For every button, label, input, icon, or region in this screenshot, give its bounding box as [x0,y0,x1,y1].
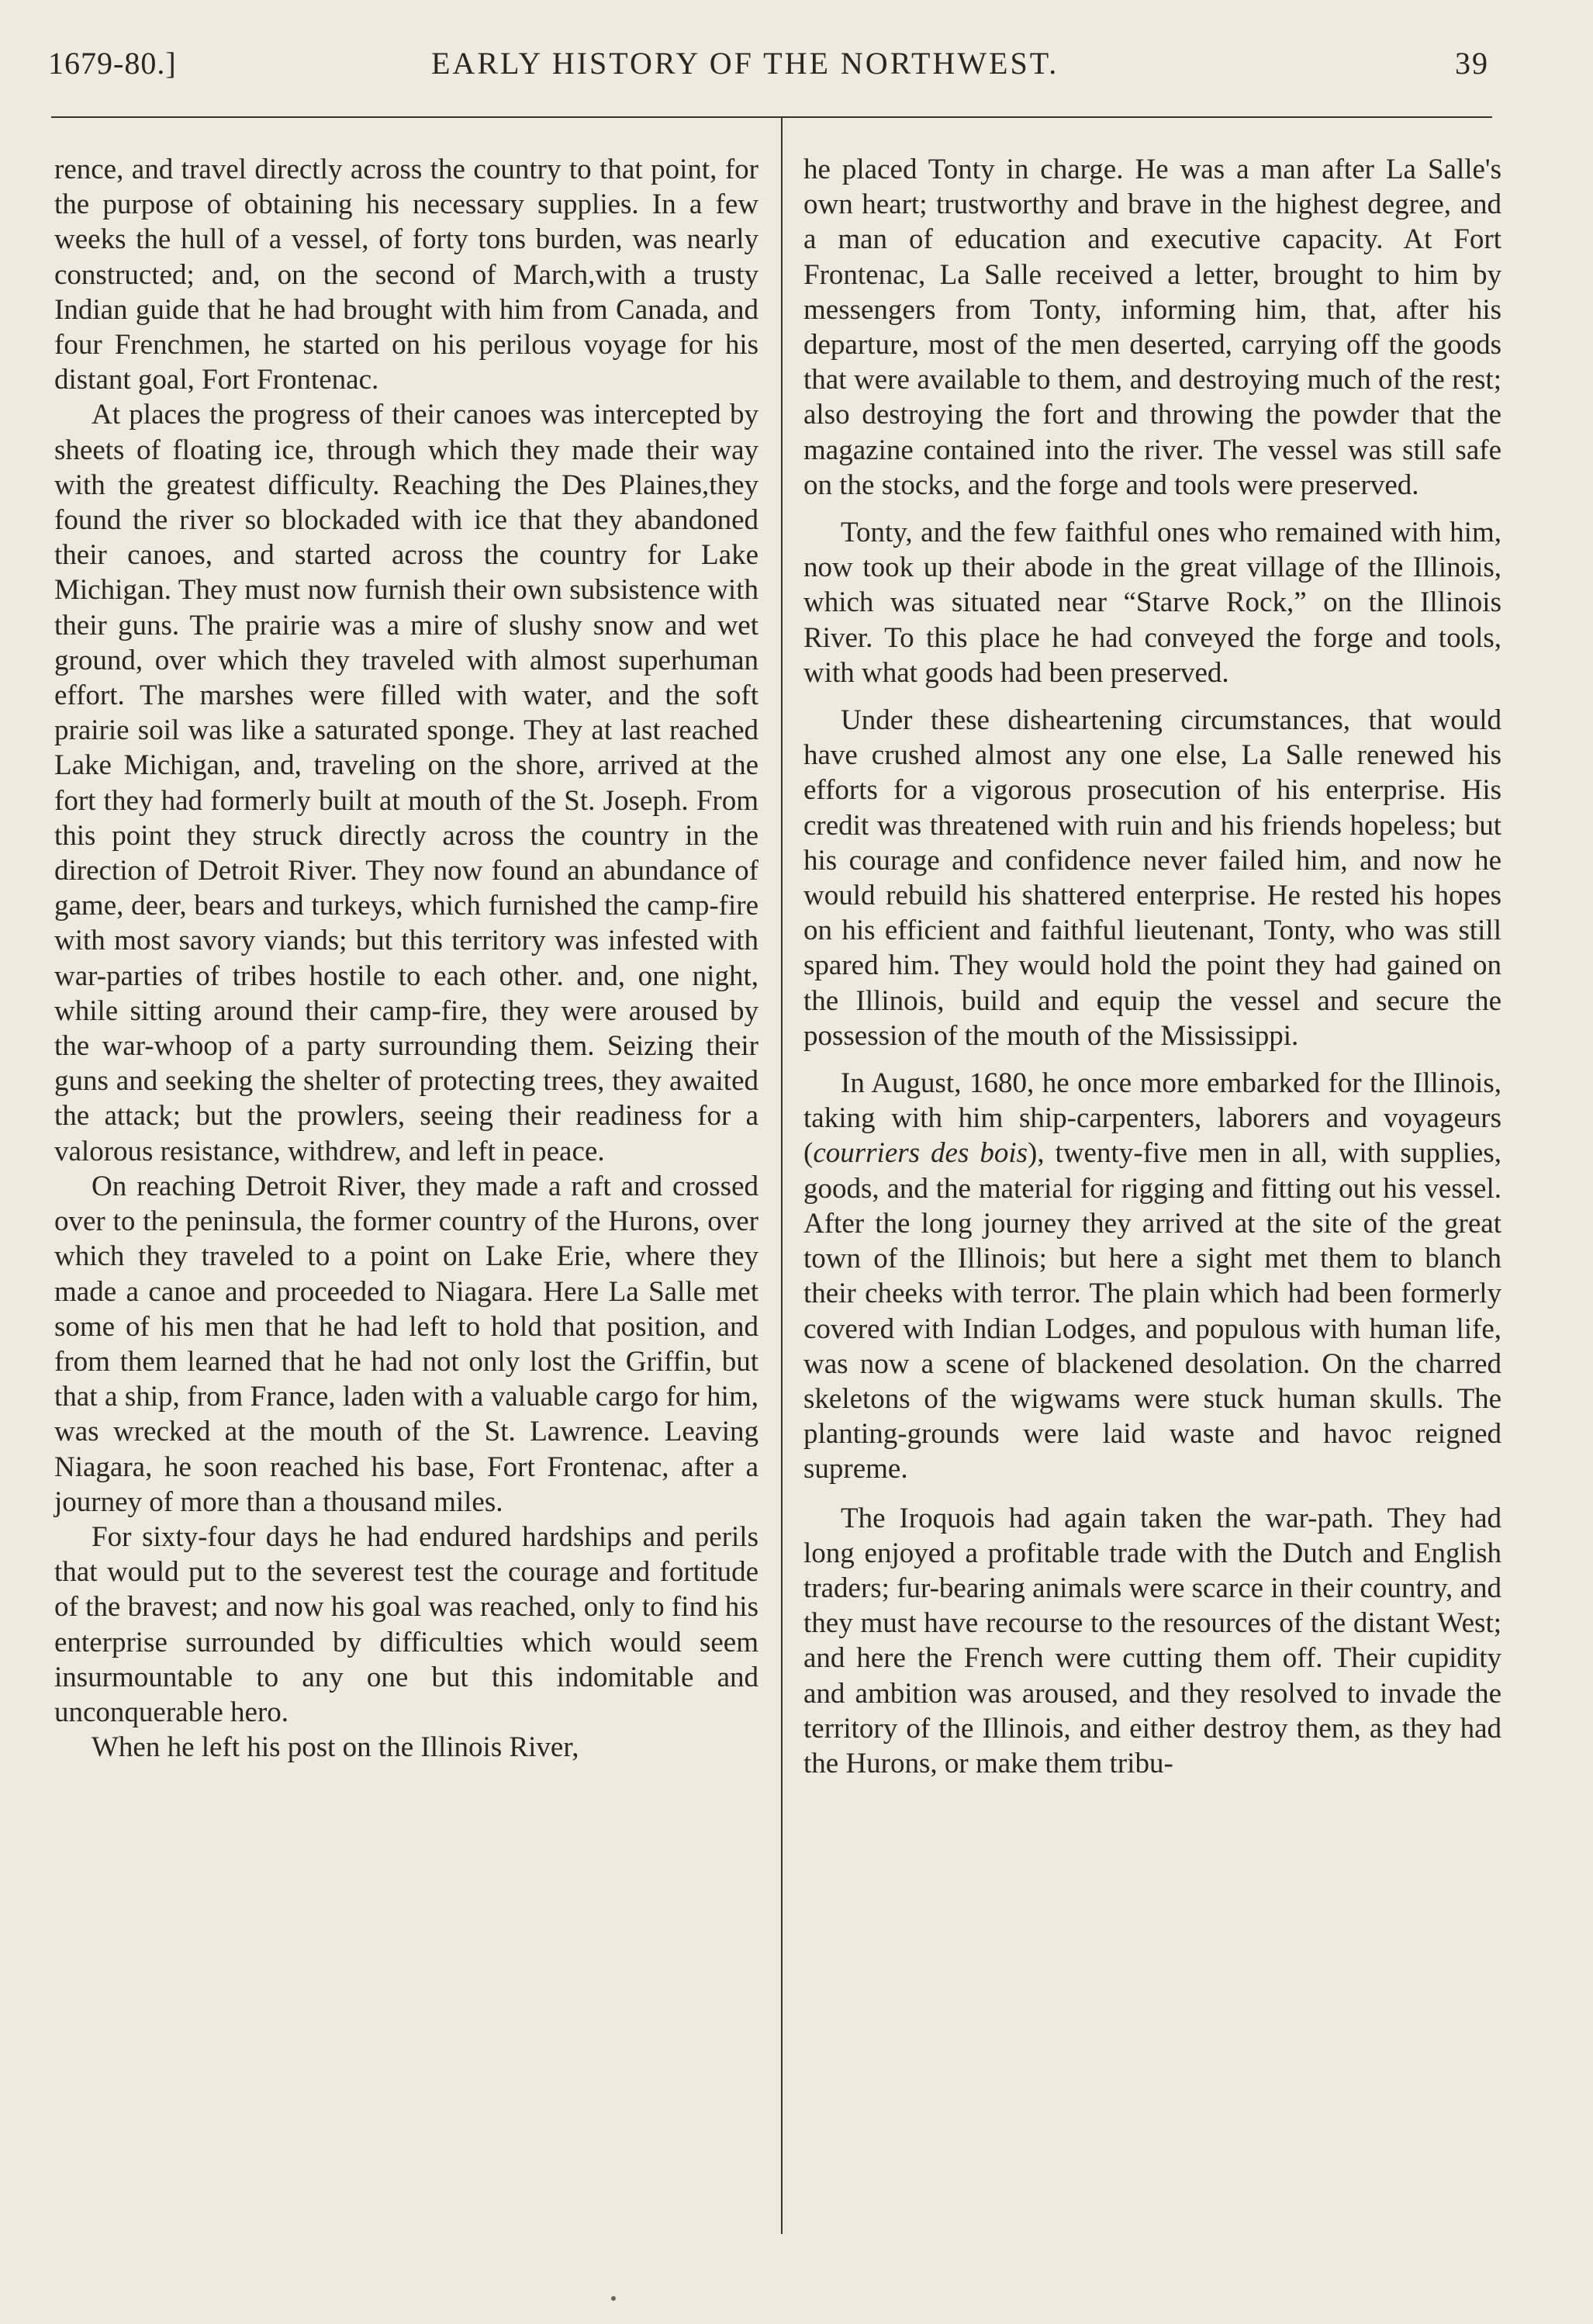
paragraph: At places the progress of their canoes was intercepted by sheets of floating ice, through which they made their way with the greatest difficulty. Reaching the Des Plaines,they found the river so blockaded with ice that they abandoned their canoes, and started across the country for Lake Michigan. They must now furnish their own subsistence with their guns. The prairie was a mire of slushy snow and wet ground, over which they traveled with almost superhuman effort. The marshes were filled with water, and the soft prairie soil was like a saturated sponge. They at last reached Lake Michigan, and, traveling on the shore, arrived at the fort they had formerly built at mouth of the St. Joseph. From this point they struck directly across the country in the direction of Detroit River. They now found an abundance of game, deer, bears and turkeys, which furnished the camp-fire with most savory viands; but this territory was infested with war-parties of tribes hostile to each other. and, one night, while sitting around their camp-fire, they were aroused by the war-whoop of a party surrounding them. Seizing their guns and seeking the shelter of protecting trees, they awaited the attack; but the prowlers, seeing their readiness for a valorous resistance, withdrew, and left in peace. [54,399,758,1167]
paragraph: When he left his post on the Illinois River, [92,1731,579,1764]
running-header [48,45,1489,92]
paragraph: Under these disheartening circumstances, that would have crushed almost any one else, La Salle renewed his efforts for a vigorous prosecution of his enterprise. His credit was threatened with ruin and his friends hopeless; but his courage and confidence never failed him, and now he would rebuild his shattered enterprise. He rested his hopes on his efficient and faithful lieutenant, Tonty, who was still spared him. They would hold the point they had gained on the Illinois, build and equip the vessel and secure the possession of the mouth of the Mississippi. [803,704,1501,1052]
header-years: 1679-80.] [48,46,177,81]
paragraph [803,1066,1501,1486]
paragraph: Tonty, and the few faithful ones who remained with him, now took up their abode in the great village of the Illinois, which was situated near “Starve Rock,” on the Illinois River. To this place he had conveyed the forge and tools, with what goods had been preserved. [803,517,1501,689]
left-column [54,152,758,1765]
paragraph: The Iroquois had again taken the war-path. They had long enjoyed a profitable trade with the Dutch and English traders; fur-bearing animals were scarce in their country, and they must have recourse to the resources of the distant West; and here the French were cutting them off. Their cupidity and ambition was aroused, and they resolved to invade the territory of the Illinois, and either destroy them, as they had the Hurons, or make them tribu- [803,1502,1501,1779]
header-rule [51,116,1492,118]
paragraph: For sixty-four days he had endured hardships and perils that would put to the severest test the courage and fortitude of the bravest; and now his goal was reached, only to find his enterprise surrounded by difficulties which would seem insurmountable to any one but this indomitable and unconquerable hero. [54,1520,758,1728]
text-run: ), twenty-five men in all, with supplies, goods, and the material for rigging and fitting out his vessel. After the long journey they arrived at the site of the great town of the Illinois; but here a sight met them to blanch their cheeks with terror. The plain which had been formerly covered with Indian Lodges, and populous with human life, was now a scene of blackened desolation. On the charred skeletons of the wigwams were stuck human skulls. The planting-grounds were laid waste and havoc reigned supreme. [803,1137,1501,1485]
column-divider [781,116,783,2234]
paragraph: he placed Tonty in charge. He was a man after La Salle's own heart; trustworthy and brave in the highest degree, and a man of education and executive capacity. At Fort Frontenac, La Salle received a letter, brought to him by messengers from Tonty, informing him, that, after his departure, most of the men deserted, carrying off the goods that were available to them, and destroying much of the rest; also destroying the fort and throwing the powder that the magazine contained into the river. The vessel was still safe on the stocks, and the forge and tools were preserved. [803,154,1501,501]
paragraph: On reaching Detroit River, they made a raft and crossed over to the peninsula, the former country of the Hurons, over which they traveled to a point on Lake Erie, where they made a canoe and proceeded to Niagara. Here La Salle met some of his men that he had left to hold that position, and from them learned that he had not only lost the Griffin, but that a ship, from France, laden with a valuable cargo for him, was wrecked at the mouth of the St. Lawrence. Leaving Niagara, he soon reached his base, Fort Frontenac, after a journey of more than a thousand miles. [54,1170,758,1518]
page-number: 39 [1455,46,1489,81]
text-run: In August, 1680, he once more embarked for the Illinois, taking with him ship-carpenters, laborers and voyageurs ( [803,1067,1501,1170]
header-title: EARLY HISTORY OF THE NORTHWEST. [431,46,1059,81]
right-column [803,152,1501,1781]
page-mark [611,2296,616,2301]
italic-phrase: courriers des bois [813,1137,1028,1170]
paragraph: rence, and travel directly across the country to that point, for the purpose of obtaining his necessary supplies. In a few weeks the hull of a vessel, of forty tons burden, was nearly constructed; and, on the second of March,with a trusty Indian guide that he had brought with him from Canada, and four Frenchmen, he started on his perilous voyage for his distant goal, Fort Frontenac. [54,154,758,396]
